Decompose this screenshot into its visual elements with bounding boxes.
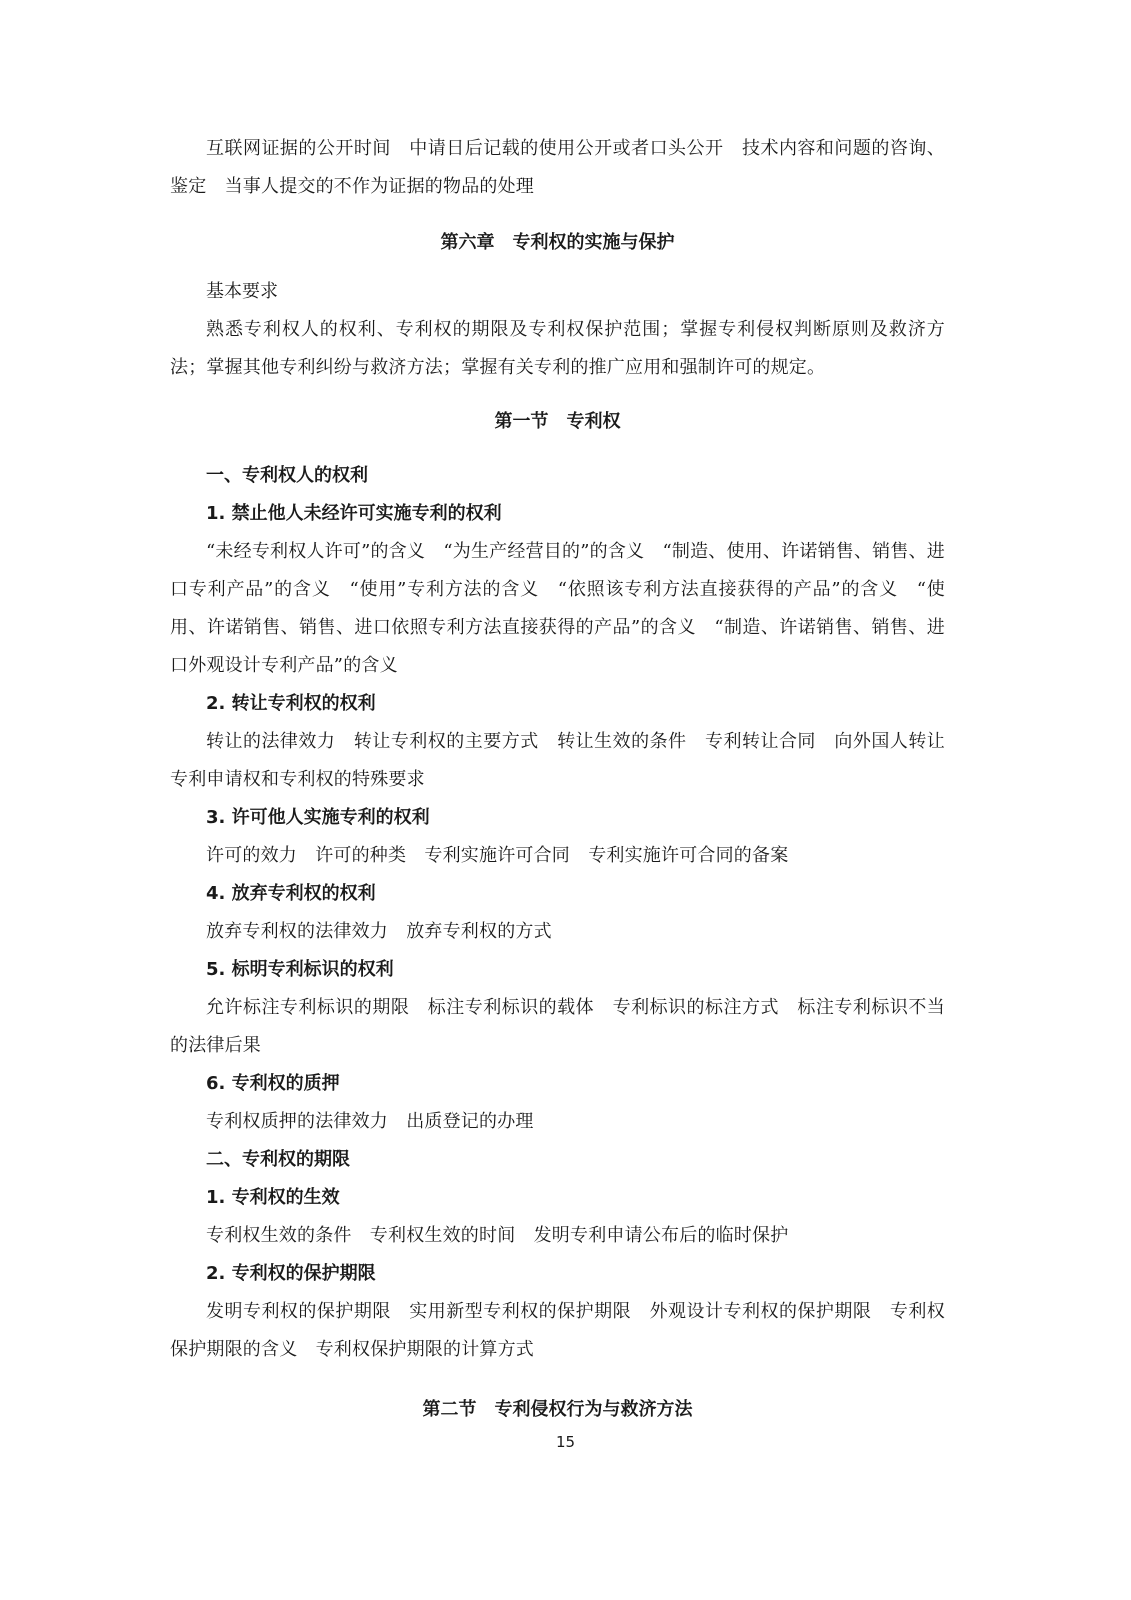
part1-heading: 一、专利权人的权利 [206, 465, 368, 486]
item-text: 许可的效力 许可的种类 专利实施许可合同 专利实施许可合同的备案 [206, 845, 789, 866]
item-text: 允许标注专利标识的期限 标注专利标识的载体 专利标识的标注方式 标注专利标识不当的法律后果 [170, 997, 945, 1056]
requirements-text: 熟悉专利权人的权利、专利权的期限及专利权保护范围；掌握专利侵权判断原则及救济方法；掌握其他专利纠纷与救济方法；掌握有关专利的推广应用和强制许可的规定。 [170, 319, 945, 378]
item-heading: 3. 许可他人实施专利的权利 [206, 807, 430, 828]
item-heading: 1. 专利权的生效 [206, 1187, 340, 1208]
page-number: 15 [555, 1433, 576, 1451]
item-text: 转让的法律效力 转让专利权的主要方式 转让生效的条件 专利转让合同 向外国人转让专利申请权和专利权的特殊要求 [170, 731, 945, 790]
item-text: 放弃专利权的法律效力 放弃专利权的方式 [206, 921, 552, 942]
part2-heading: 二、专利权的期限 [206, 1149, 350, 1170]
item-heading: 2. 转让专利权的权利 [206, 693, 376, 714]
item-heading: 1. 禁止他人未经许可实施专利的权利 [206, 503, 502, 524]
item-heading: 4. 放弃专利权的权利 [206, 883, 376, 904]
item-heading: 6. 专利权的质押 [206, 1073, 340, 1094]
page-content [170, 130, 945, 1429]
section1-title: 第一节 专利权 [494, 411, 621, 432]
item-text: 发明专利权的保护期限 实用新型专利权的保护期限 外观设计专利权的保护期限 专利权保护期限的含义 专利权保护期限的计算方式 [170, 1301, 945, 1360]
section2-title: 第二节 专利侵权行为与救济方法 [422, 1399, 693, 1420]
item-heading: 5. 标明专利标识的权利 [206, 959, 394, 980]
item-heading: 2. 专利权的保护期限 [206, 1263, 376, 1284]
intro-paragraph: 互联网证据的公开时间 中请日后记载的使用公开或者口头公开 技术内容和问题的咨询、鉴定 当事人提交的不作为证据的物品的处理 [170, 138, 945, 197]
item-text: 专利权质押的法律效力 出质登记的办理 [206, 1111, 534, 1132]
item-text: 专利权生效的条件 专利权生效的时间 发明专利申请公布后的临时保护 [206, 1225, 789, 1246]
requirements-heading: 基本要求 [206, 281, 278, 302]
item-text: “未经专利权人许可”的含义 “为生产经营目的”的含义 “制造、使用、许诺销售、销售、进口专利产品”的含义 “使用”专利方法的含义 “依照该专利方法直接获得的产品”的含义 “使用、许诺销售、销售、进口依照专利方法直接获得的产品”的含义 “制造、许诺销售、销售、进口外观设计专利产品”的含义 [170, 541, 945, 676]
chapter-title: 第六章 专利权的实施与保护 [440, 232, 675, 253]
